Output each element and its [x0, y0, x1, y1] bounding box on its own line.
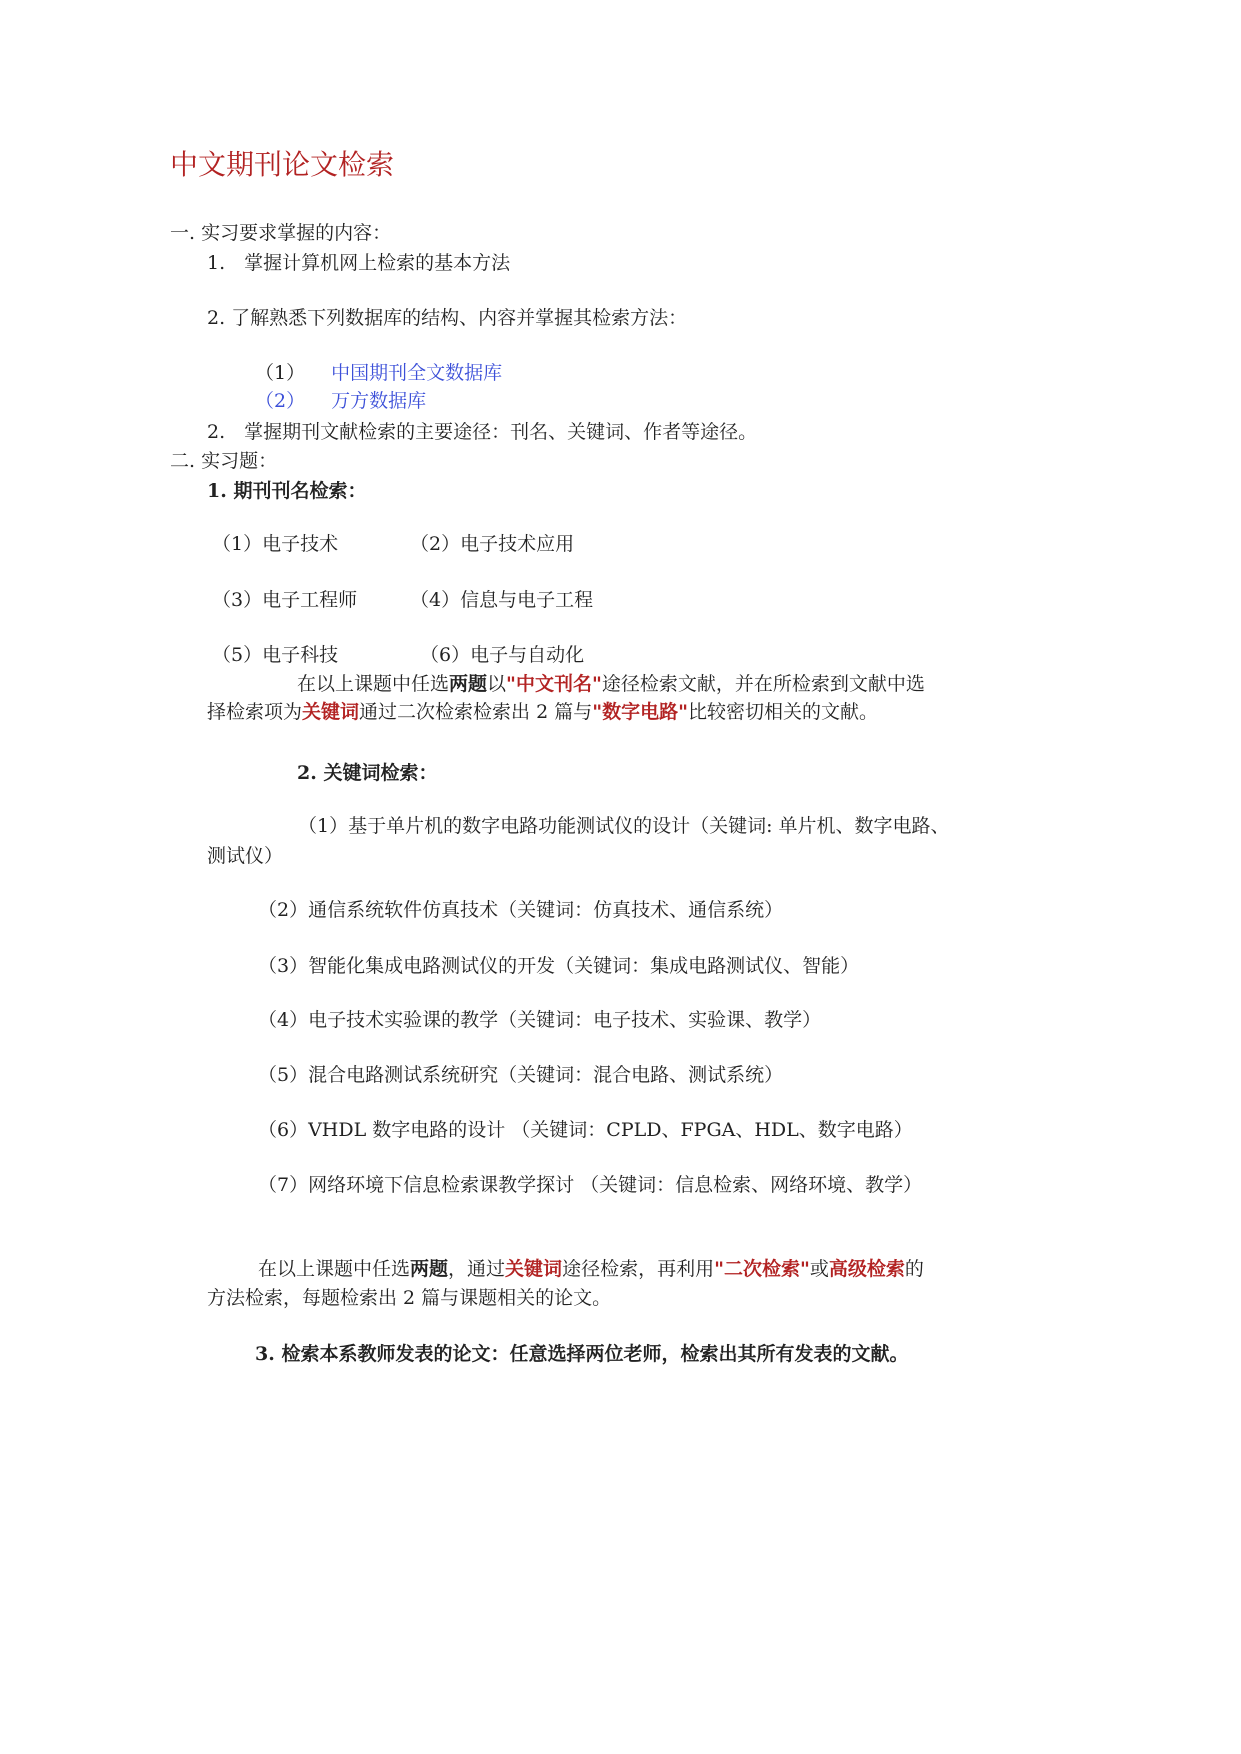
- journal-item: （6）电子与自动化: [420, 644, 585, 666]
- instruction-emphasis: 两题: [410, 1258, 449, 1280]
- database-item-1: [255, 362, 502, 385]
- instruction-text: 在以上课题中任选: [258, 1258, 411, 1280]
- journal-item: （3）电子工程师: [212, 589, 358, 611]
- journal-item: （2）电子技术应用: [410, 533, 575, 555]
- requirement-item-2: 2. 了解熟悉下列数据库的结构、内容并掌握其检索方法：: [207, 307, 688, 329]
- section2-heading: 二. 实习题：: [170, 450, 278, 472]
- instruction-text: 比较密切相关的文献。: [688, 701, 879, 723]
- instruction-text: 通过二次检索检索出 2 篇与: [359, 701, 593, 723]
- instruction-keyword: "二次检索": [714, 1258, 810, 1280]
- database-1-number: （1）: [255, 362, 306, 384]
- instruction-keyword: 高级检索: [828, 1258, 905, 1280]
- keyword-topic-item: （4）电子技术实验课的教学（关键词：电子技术、实验课、教学）: [258, 1009, 822, 1031]
- instruction-text: ，通过: [448, 1258, 506, 1280]
- keyword-topic-item-continuation: 测试仪）: [207, 845, 284, 867]
- instruction-keyword: 关键词: [505, 1258, 563, 1280]
- instruction-text: 途径检索文献，并在所检索到文献中选: [601, 673, 925, 695]
- question-2-instruction-line-2: 方法检索，每题检索出 2 篇与课题相关的论文。: [207, 1287, 612, 1309]
- keyword-topic-item: （2）通信系统软件仿真技术（关键词：仿真技术、通信系统）: [258, 899, 784, 921]
- question-3-heading: 3. 检索本系教师发表的论文：任意选择两位老师，检索出其所有发表的文献。: [255, 1343, 909, 1365]
- question-1-instruction-line-1: [297, 673, 925, 696]
- page-title: 中文期刊论文检索: [170, 148, 395, 181]
- instruction-emphasis: 两题: [449, 673, 488, 695]
- journal-item: （4）信息与电子工程: [410, 589, 594, 611]
- journal-item: （5）电子科技: [212, 644, 339, 666]
- instruction-text: 以: [487, 673, 507, 695]
- keyword-topic-item: （6）VHDL 数字电路的设计 （关键词：CPLD、FPGA、HDL、数字电路）: [258, 1119, 913, 1141]
- question-2-heading: 2. 关键词检索：: [297, 762, 438, 784]
- keyword-topic-item: （3）智能化集成电路测试仪的开发（关键词：集成电路测试仪、智能）: [258, 955, 860, 977]
- journal-item: （1）电子技术: [212, 533, 339, 555]
- question-1-instruction-line-2: [207, 701, 878, 724]
- question-1-heading: 1. 期刊刊名检索：: [207, 480, 367, 502]
- database-1-name: 中国期刊全文数据库: [331, 362, 503, 384]
- keyword-topic-item: （5）混合电路测试系统研究（关键词：混合电路、测试系统）: [258, 1064, 784, 1086]
- database-2-number: （2）: [255, 390, 306, 412]
- instruction-text: 途径检索，再利用: [562, 1258, 715, 1280]
- keyword-topic-item: （7）网络环境下信息检索课教学探讨 （关键词：信息检索、网络环境、教学）: [258, 1174, 923, 1196]
- instruction-text: 在以上课题中任选: [297, 673, 450, 695]
- instruction-text: 或: [809, 1258, 829, 1280]
- database-2-name: 万方数据库: [331, 390, 427, 412]
- database-item-2: [255, 390, 426, 413]
- requirement-item-3: 2. 掌握期刊文献检索的主要途径：刊名、关键词、作者等途径。: [207, 421, 758, 443]
- instruction-keyword: "数字电路": [592, 701, 689, 723]
- instruction-text: 择检索项为: [207, 701, 303, 723]
- section1-heading: 一. 实习要求掌握的内容：: [170, 222, 392, 244]
- requirement-item-1: 1. 掌握计算机网上检索的基本方法: [207, 252, 511, 274]
- instruction-keyword: "中文刊名": [506, 673, 602, 695]
- keyword-topic-item: （1）基于单片机的数字电路功能测试仪的设计（关键词: 单片机、数字电路、: [298, 815, 950, 837]
- instruction-keyword: 关键词: [302, 701, 360, 723]
- instruction-text: 的: [904, 1258, 924, 1280]
- question-2-instruction-line-1: [258, 1258, 924, 1281]
